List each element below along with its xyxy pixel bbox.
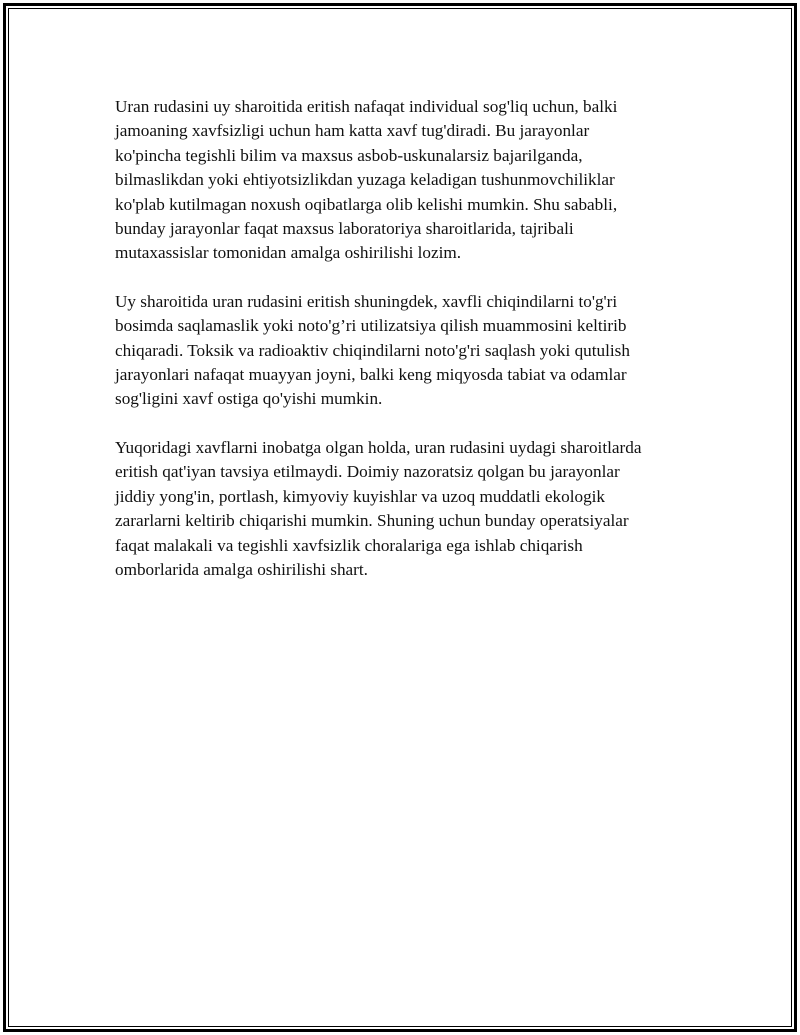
paragraph-line: ko'plab kutilmagan noxush oqibatlarga olib kelishi mumkin. Shu sababli,	[115, 194, 618, 214]
paragraph-line: bosimda saqlamaslik yoki noto'g’ri utilizatsiya qilish muammosini keltirib	[115, 316, 627, 336]
paragraph-line: omborlarida amalga oshirilishi shart.	[115, 559, 368, 579]
paragraph-line: jarayonlari nafaqat muayyan joyni, balki keng miqyosda tabiat va odamlar	[115, 365, 627, 385]
paragraph-line: bilmaslikdan yoki ehtiyotsizlikdan yuzaga keladigan tushunmovchiliklar	[115, 170, 615, 190]
paragraph-line: zararlarni keltirib chiqarishi mumkin. Shuning uchun bunday operatsiyalar	[115, 511, 629, 531]
paragraph-line: jiddiy yong'in, portlash, kimyoviy kuyishlar va uzoq muddatli ekologik	[115, 486, 606, 506]
paragraph-3	[115, 436, 690, 582]
paragraph-line: Yuqoridagi xavflarni inobatga olgan holda, uran rudasini uydagi sharoitlarda	[115, 437, 642, 457]
paragraph-line: ko'pincha tegishli bilim va maxsus asbob-uskunalarsiz bajarilganda,	[115, 145, 583, 165]
paragraph-line: bunday jarayonlar faqat maxsus laboratoriya sharoitlarida, tajribali	[115, 219, 574, 239]
paragraph-line: eritish qat'iyan tavsiya etilmaydi. Doimiy nazoratsiz qolgan bu jarayonlar	[115, 462, 620, 482]
paragraph-1	[115, 95, 690, 266]
paragraph-line: mutaxassislar tomonidan amalga oshirilishi lozim.	[115, 243, 462, 263]
paragraph-line: chiqaradi. Toksik va radioaktiv chiqindilarni noto'g'ri saqlash yoki qutulish	[115, 340, 630, 360]
paragraph-line: sog'ligini xavf ostiga qo'yishi mumkin.	[115, 389, 383, 409]
paragraph-line: Uy sharoitida uran rudasini eritish shuningdek, xavfli chiqindilarni to'g'ri	[115, 291, 618, 311]
paragraph-2	[115, 290, 690, 412]
document-body	[115, 95, 690, 606]
paragraph-line: faqat malakali va tegishli xavfsizlik choralariga ega ishlab chiqarish	[115, 535, 583, 555]
paragraph-line: jamoaning xavfsizligi uchun ham katta xavf tug'diradi. Bu jarayonlar	[115, 121, 590, 141]
paragraph-line: Uran rudasini uy sharoitida eritish nafaqat individual sog'liq uchun, balki	[115, 97, 618, 116]
